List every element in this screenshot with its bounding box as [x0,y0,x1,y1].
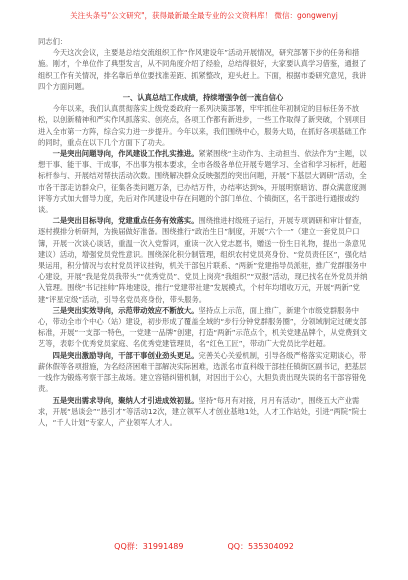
item-body: 坚持点上示范，面上推广，新建个市级党群服务中心，带动全市个中心（站）建设，初步形成了覆盖全域的“步行分钟党群服务圈”，分领域制定过硬支部标准，开展“一支部一特色，一党建一品牌”创建，打造“两新”示范点个，机关党建品牌个，从党费到文艺等，表彰个优秀党员家庭、名优秀党建管理员，名“红色工匠”，带动广大党员比学赶超。 [38,305,367,349]
document-body [38,36,368,428]
header-banner: 关注头条号"公文研究"，获得最新最全最专业的公文资料库！ 微信：gongwenyj [70,11,338,20]
qq-contact: QQ：535304092 [227,542,294,551]
section-paragraph: 今年以来，我们认真贯彻落实上级党委政府一系列决策部署，牢牢抓住年初制定的目标任务不放松，以创新精神和严实作风抓落实、创亮点，各项工作都有新进步，一些工作取得了新突破，个别项目进入全市第一方阵，综合实力进一步提升。今年以来，我们围绕中心，服务大局，在抓好各项基础工作的同时，重点在以下几个方面下了功夫。 [38,104,367,147]
item-paragraph-4 [38,350,368,395]
item-body: 完善关心关爱机制，引导各级严格落实定期谈心，带薪休假等各项措施，为名经济困难干部解决实际困难，选派名市直科级干部挂任镇街区副书记，把基层一线作为锻炼考察干部主战场。建立容错纠错机制，对因出于公心，大胆负责出现失误的名干部容错免责。 [38,350,367,394]
item-title: 五是突出需求导向，聚纳人才引进成效初显。 [52,395,199,405]
item-body: 坚持“每月有对接，月月有活动”，围绕五大产业需求，开展“恳谈会”“恳引才”等活动12次，建立领军人才创业基地1处，人才工作站处，引进“两院”院士人，“千人计划”专家人，产业领军人才人。 [38,395,367,427]
intro-paragraph: 今天这次会议，主要是总结交流组织工作“作风建设年”活动开展情况，研究部署下步的任务和措施。刚才，个单位作了典型发言，从不同角度介绍了经验，总结得很好，大家要认真学习借鉴，通报了组织工作有关情况，排名靠后单位要找准差距、抓紧整改，迎头赶上。下面，根据市委研究意见，我讲四个方面问题。 [38,48,367,91]
footer [0,541,408,552]
greeting: 同志们： [38,37,68,46]
section-heading: 一、认真总结工作成绩，持续增强争创一流自信心 [122,93,284,103]
item-paragraph-5 [38,395,368,429]
item-title: 一是突出问题导向，作风建设工作扎实推进。 [52,149,199,159]
item-paragraph-3 [38,305,368,350]
item-title: 三是突出实效导向，示范带动效应不断放大。 [52,305,199,315]
qq-group-contact: QQ群：31991489 [114,542,184,551]
item-title: 二是突出目标导向，党建重点任务有效落实。 [52,216,199,226]
item-body: 围绕推进村级班子运行，开展专项调研和审计督查，逐村摸排分析研判，为换届做好准备。围绕推行“政治生日”制度，开展“六个一”（建立一套党员户口簿，开展一次谈心谈话，重温一次入党誓词，重读一次入党志愿书，赠送一份生日礼物，提出一条意见建议）活动，增强党员党性意识。围绕深化积分制管理，组织农村党员亮身份、“党员责任区”，强化结果运用，积分情况与农村党员评议挂钩，机关干部包片联系、“两新”党建指导员派驻，推广党群服务中心建设，开展“我是党员我带头”“优秀党员”、党员上岗亮“我组织”“双报”活动，现已找名在外党员并纳入管理。围绕“书记挂帅”阵地建设，推行“党建带社建”发展模式，个村年均增收万元，开展“两新”党建“评星定级”活动，引导名党员亮身份，带头服务。 [38,216,368,304]
item-paragraph-1 [38,148,368,215]
item-paragraph-2 [38,215,368,305]
item-title: 四是突出激励导向，干部干事创业劲头更足。 [52,350,199,360]
item-body: 紧紧围绕“主动作为、主动担当、依法作为”主题，以想干事、能干事、干成事，不出事为根本要求，全市各级各单位开展专题学习、全省和学习标杆，赶超标杆参与、开展结对帮扶活动次数。围绕解决群众反映强烈的突出问题，开展“下基层大调研”活动，全市各干部走访群众户，征集各类问题万条，已办结万件，办结率达到%，开展明察暗访、群众满意度测评等方式加大督导力度，先后对作风建设中存在问题的个部门单位、个镇街区，名干部进行通报或约谈。 [38,149,367,215]
